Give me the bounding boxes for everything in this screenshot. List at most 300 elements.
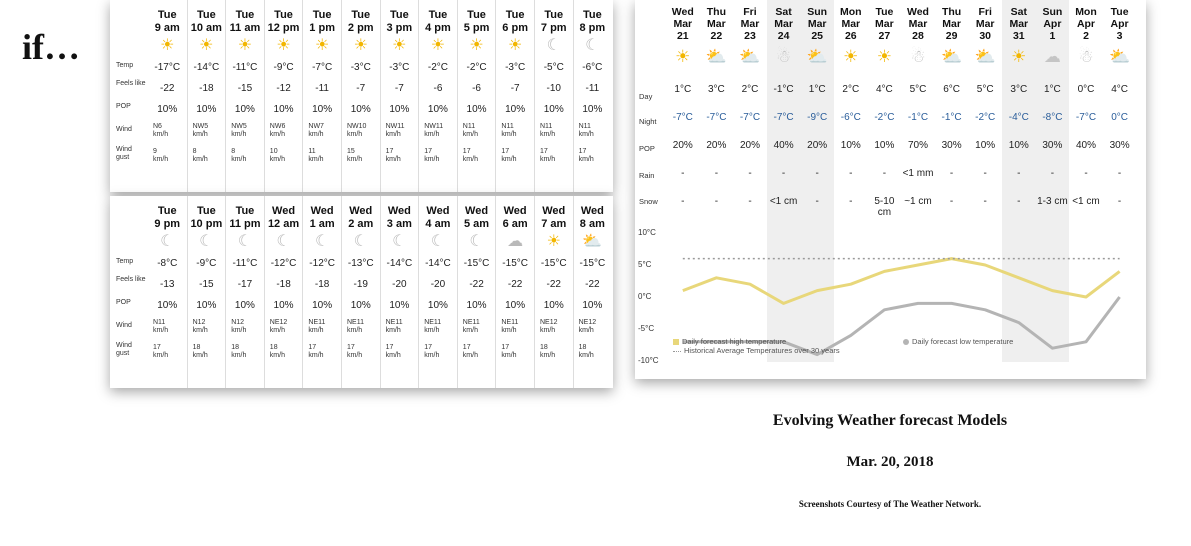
hour-day: Tue [544,9,564,21]
hour-day: Tue [196,9,216,21]
day-low: -6°C [840,112,861,123]
sun-cloud-icon: ⛅ [705,47,727,66]
hour-column [264,0,303,192]
hour-column [148,0,187,192]
hour-column [187,196,226,388]
hour-time: 12 am [267,218,300,230]
hour-pop: 10% [273,104,294,115]
hour-wind: NW5 [231,123,247,130]
day-month: Mar [673,18,693,30]
day-date: 24 [777,30,790,42]
hour-gust-unit: km/h [153,352,169,359]
day-dow: Mon [840,6,862,18]
hour-time: 9 am [154,22,180,34]
hour-feels-like: -11 [315,83,329,94]
cloud-icon: ☁ [1043,47,1061,66]
hour-pop: 10% [543,300,564,311]
moon-icon: ☾ [353,233,368,250]
hour-feels-like: -15 [237,83,253,94]
row-label-temp: Temp [116,258,134,265]
hour-pop: 10% [505,104,526,115]
hour-wind-unit: km/h [231,131,247,138]
sun-icon: ☀ [276,37,291,54]
hour-temp: -3°C [389,62,410,73]
daily-forecast-panel [635,0,1146,379]
day-month: Apr [1110,18,1129,30]
hour-day: Tue [235,9,255,21]
day-pop: 20% [672,140,693,151]
hour-wind-unit: km/h [501,131,517,138]
day-date: 2 [1083,30,1089,42]
legend-high [673,337,786,346]
sun-cloud-icon: ⛅ [941,47,963,66]
hour-wind-unit: km/h [269,131,285,138]
hourly-forecast-panel-bottom [110,196,613,388]
hour-pop: 10% [543,104,564,115]
hour-temp: -15°C [502,258,528,269]
series-line-0 [683,259,1120,304]
hour-temp: -5°C [543,62,564,73]
moon-icon: ☾ [430,233,446,250]
hour-column [264,196,303,388]
hour-feels-like: -22 [507,279,523,290]
day-date: 3 [1116,30,1123,42]
hour-wind: N11 [501,123,514,130]
row-label-snow: Snow [639,197,658,206]
hour-gust: 8 [231,148,236,155]
day-high: 1°C [674,84,692,95]
caption-title: Evolving Weather forecast Models [772,412,1008,429]
day-dow: Sun [807,6,828,18]
row-label-night: Night [639,117,657,126]
day-date: 28 [912,30,924,42]
hour-wind: NW10 [347,123,367,130]
day-high: 3°C [707,84,725,95]
hour-gust: 18 [192,344,201,351]
hour-column [341,0,380,192]
hour-feels-like: -22 [585,279,600,290]
hour-gust-unit: km/h [540,352,556,359]
hour-day: Wed [387,205,411,217]
day-rain: - [681,168,685,179]
hour-feels-like: -11 [585,83,600,94]
hour-pop: 10% [312,104,333,115]
moon-icon: ☾ [276,233,291,250]
hour-wind-unit: km/h [308,131,324,138]
hour-feels-like: -19 [353,279,368,290]
day-dow: Tue [1110,6,1129,18]
hour-wind: NE11 [308,319,326,326]
day-rain: - [1117,168,1122,179]
day-low: -8°C [1042,112,1063,123]
hour-wind-unit: km/h [540,131,556,138]
hour-temp: -12°C [270,258,297,269]
hour-wind: N11 [153,319,166,326]
hour-wind: NW6 [269,123,286,130]
day-high: 4°C [875,84,893,95]
day-rain: - [1017,168,1021,179]
hour-gust: 17 [501,344,510,351]
sun-icon: ☀ [314,37,330,54]
hour-feels-like: -13 [160,279,175,290]
legend-high-label: Daily forecast high temperature [682,337,787,346]
hour-feels-like: -12 [276,83,291,94]
hour-wind: N11 [462,123,476,130]
hour-gust: 17 [153,344,161,351]
hour-day: Wed [426,205,450,217]
day-rain: - [815,168,819,179]
hour-wind: N12 [231,319,245,326]
hour-wind-unit: km/h [501,327,517,334]
row-label-wind: Wind [116,322,132,329]
hour-day: Tue [157,9,177,21]
sun-icon: ☀ [469,37,484,54]
hour-temp: -2°C [466,62,487,73]
hour-gust: 18 [231,344,239,351]
sun-cloud-icon: ⛅ [806,47,828,66]
hour-column [457,196,496,388]
hour-feels-like: -22 [160,83,175,94]
hour-gust: 17 [385,344,394,351]
hour-pop: 10% [389,104,410,115]
hour-temp: -17°C [154,62,181,73]
day-high: 2°C [741,84,759,95]
hour-time: 7 pm [540,22,567,34]
day-month: Apr [1043,18,1062,30]
hour-gust-unit: km/h [347,352,363,359]
hour-temp: -7°C [312,62,333,73]
day-pop: 30% [1109,140,1130,151]
hour-column [418,0,457,192]
hour-gust-unit: km/h [153,156,169,163]
day-high: 5°C [909,84,927,95]
row-label-gust: Wind gust [116,342,132,357]
hour-temp: -2°C [427,62,448,73]
hour-feels-like: -20 [430,279,446,290]
hour-time: 3 am [386,218,412,230]
hour-day: Tue [274,9,293,21]
hour-column [148,196,187,388]
y-tick-label: -5°C [638,324,655,333]
day-month: Apr [1076,18,1096,30]
hour-pop: 10% [157,300,178,311]
sun-icon: ☀ [843,47,859,66]
hour-gust-unit: km/h [308,156,324,163]
hour-day: Tue [196,205,216,217]
hour-temp: -15°C [463,258,490,269]
hour-wind-unit: km/h [385,327,401,334]
sun-icon: ☀ [546,233,561,250]
day-pop: 10% [975,140,996,151]
day-date: 21 [676,30,689,42]
day-date: 29 [945,30,958,42]
hour-pop: 10% [466,104,487,115]
day-dow: Sat [775,6,792,18]
hour-day: Tue [312,9,332,21]
hour-gust: 17 [308,344,317,351]
hour-time: 1 pm [309,22,335,34]
hour-day: Tue [428,9,448,21]
day-rain: - [748,168,752,179]
legend-low-swatch [903,339,909,345]
day-snow: 5-10 cm [874,196,895,218]
hour-day: Wed [310,205,334,217]
day-snow: - [748,196,752,207]
moon-icon: ☾ [160,233,175,250]
hour-gust: 17 [462,344,471,351]
day-snow: - [983,196,987,207]
legend-low [903,337,1013,346]
day-month: Mar [942,18,961,30]
row-label-day: Day [639,92,653,101]
cloud-snow-icon: ☃ [1078,47,1094,66]
hour-pop: 10% [582,104,603,115]
hour-time: 8 am [579,218,605,230]
hour-temp: -12°C [309,258,335,269]
hour-day: Tue [157,205,177,217]
y-tick-label: -10°C [638,356,659,365]
hour-time: 2 am [348,218,374,230]
day-pop: 10% [840,140,861,151]
hour-feels-like: -18 [276,279,291,290]
cloud-snow-icon: ☃ [910,47,926,66]
day-pop: 20% [706,140,727,151]
day-dow: Tue [875,6,894,18]
hour-wind-unit: km/h [153,131,169,138]
hour-time: 1 am [309,218,335,230]
hour-feels-like: -22 [546,279,561,290]
hour-wind-unit: km/h [347,131,363,138]
hour-gust: 17 [347,344,355,351]
moon-icon: ☾ [546,37,561,54]
hour-day: Tue [467,9,486,21]
day-dow: Wed [671,6,694,18]
day-high: 2°C [842,84,860,95]
hour-day: Tue [505,9,525,21]
day-snow: 1-3 cm [1037,196,1068,207]
day-month: Mar [774,18,793,30]
hour-time: 10 pm [190,218,223,230]
hour-day: Tue [235,205,255,217]
day-month: Mar [740,18,760,30]
row-label-temp: Temp [116,62,134,69]
hour-gust-unit: km/h [578,156,594,163]
hour-column [302,0,341,192]
day-dow: Fri [743,6,757,18]
hour-feels-like: -18 [314,279,330,290]
day-high: 5°C [976,84,994,95]
hour-gust-unit: km/h [540,156,556,163]
day-dow: Thu [941,6,962,18]
moon-icon: ☾ [585,37,600,54]
day-snow: - [849,196,853,207]
hour-feels-like: -7 [510,83,520,94]
hour-wind: NW5 [192,123,209,130]
day-month: Mar [975,18,995,30]
day-pop: 30% [1042,140,1063,151]
hour-day: Wed [542,205,566,217]
hour-day: Tue [582,9,602,21]
hour-gust-unit: km/h [269,352,285,359]
hour-column [380,0,419,192]
hour-wind: NW11 [385,123,405,130]
hour-wind-unit: km/h [192,327,208,334]
day-month: Mar [807,18,827,30]
y-tick-label: 0°C [638,292,652,301]
day-high: 6°C [943,84,960,95]
hour-pop: 10% [234,300,255,311]
day-low: -7°C [773,112,794,123]
hour-wind: N11 [540,123,553,130]
hour-temp: -14°C [425,258,451,269]
hour-time: 6 pm [502,22,528,34]
hour-wind-unit: km/h [269,327,285,334]
hour-pop: 10% [350,104,371,115]
hour-column [457,0,496,192]
day-pop: 20% [807,140,828,151]
hour-wind-unit: km/h [192,131,208,138]
moon-icon: ☾ [199,233,214,250]
day-snow: - [681,196,685,207]
hour-gust: 18 [578,344,587,351]
hour-time: 11 pm [229,218,261,230]
day-low: -7°C [672,112,693,123]
hour-feels-like: -6 [472,83,481,94]
hour-temp: -14°C [386,258,413,269]
hour-column [573,0,612,192]
day-high: 3°C [1010,84,1028,95]
hour-wind-unit: km/h [308,327,324,334]
hour-gust: 17 [578,148,587,155]
hour-wind-unit: km/h [424,131,440,138]
day-date: 1 [1049,30,1056,42]
hour-wind: NE12 [578,319,597,326]
hour-wind: NE11 [462,319,480,326]
hour-gust: 17 [424,344,432,351]
hour-temp: -15°C [579,258,606,269]
hour-wind: N12 [192,319,206,326]
sun-icon: ☀ [675,47,691,66]
hour-time: 5 pm [463,22,490,34]
day-month: Mar [908,18,928,30]
hour-wind: NE11 [501,319,519,326]
hour-day: Tue [351,9,371,21]
day-dow: Sun [1042,6,1063,18]
row-label-feels: Feels like [116,276,146,283]
row-label-pop: POP [116,299,131,306]
hour-feels-like: -7 [356,83,366,94]
hour-gust: 8 [192,148,197,155]
day-low: -7°C [706,112,727,123]
hour-wind-unit: km/h [462,131,478,138]
hour-day: Wed [580,205,604,217]
day-snow: - [714,196,719,207]
hour-gust-unit: km/h [192,156,208,163]
hour-wind: NE12 [269,319,288,326]
hour-column [495,0,534,192]
hour-gust-unit: km/h [269,156,285,163]
day-rain: - [983,168,987,179]
hour-gust-unit: km/h [501,156,517,163]
day-high: 0°C [1077,84,1095,95]
hour-time: 10 am [190,22,222,34]
hour-feels-like: -22 [469,279,484,290]
day-pop: 40% [1075,140,1096,151]
hour-gust-unit: km/h [192,352,208,359]
day-rain: <1 mm [902,168,934,179]
hour-column [418,196,457,388]
hour-wind-unit: km/h [385,131,401,138]
sun-icon: ☀ [353,37,368,54]
hour-gust-unit: km/h [462,156,478,163]
hour-gust-unit: km/h [231,352,247,359]
day-snow: - [949,196,954,207]
hour-temp: -9°C [273,62,294,73]
hour-column [225,0,264,192]
hour-pop: 10% [350,300,371,311]
hour-gust-unit: km/h [462,352,478,359]
sun-icon: ☀ [392,37,407,54]
day-low: -7°C [739,112,761,123]
day-rain: - [849,168,853,179]
moon-icon: ☾ [469,233,484,250]
hour-gust: 18 [540,344,548,351]
hour-feels-like: -15 [199,279,214,290]
hour-column [495,196,534,388]
day-month: Mar [1009,18,1029,30]
hour-wind-unit: km/h [424,327,440,334]
hour-temp: -6°C [582,62,603,73]
moon-icon: ☾ [314,233,330,250]
day-snow: - [1017,196,1021,207]
hour-column [380,196,419,388]
hour-feels-like: -20 [392,279,407,290]
sun-icon: ☀ [876,47,893,66]
day-rain: - [781,168,786,179]
day-snow: - [815,196,819,207]
day-low: -9°C [807,112,828,123]
hour-time: 7 am [541,218,567,230]
day-snow: <1 cm [769,196,798,207]
day-rain: - [882,168,887,179]
sun-cloud-icon: ⛅ [974,47,996,66]
hour-wind-unit: km/h [462,327,478,334]
hour-gust: 9 [153,148,157,155]
hour-day: Wed [465,205,489,217]
day-snow: ~1 cm [904,196,932,207]
row-label-feels: Feels like [116,80,146,87]
hour-temp: -13°C [347,258,374,269]
hour-gust-unit: km/h [578,352,594,359]
hour-temp: -3°C [350,62,371,73]
row-label-rain: Rain [639,171,655,180]
hour-day: Wed [503,205,527,217]
hour-pop: 10% [196,300,217,311]
hour-pop: 10% [196,104,217,115]
hour-temp: -15°C [540,258,567,269]
hour-time: 5 am [464,218,490,230]
day-high: 1°C [1043,84,1061,95]
hour-time: 4 pm [425,22,451,34]
hour-pop: 10% [157,104,178,115]
day-date: 30 [979,30,992,42]
hour-gust: 18 [269,344,278,351]
hour-time: 8 pm [579,22,606,34]
day-date: 31 [1012,30,1025,42]
hour-time: 3 pm [386,22,413,34]
hour-time: 11 am [229,22,261,34]
hour-gust-unit: km/h [231,156,247,163]
